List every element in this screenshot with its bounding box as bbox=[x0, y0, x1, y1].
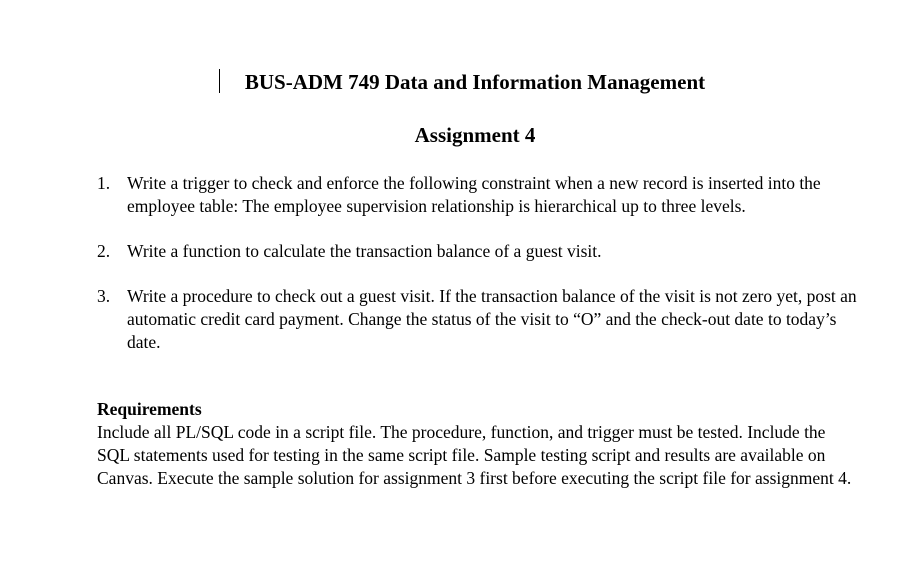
assignment-task-list bbox=[97, 172, 857, 376]
task-text-3: Write a procedure to check out a guest visit. If the transaction balance of the visit is not zero yet, post an automatic credit card payment. Change the status of the visit to “O” and the check-out date to today’s date. bbox=[127, 286, 857, 352]
task-item-3 bbox=[97, 285, 857, 354]
task-text-1: Write a trigger to check and enforce the following constraint when a new record is inserted into the employee table: The employee supervision relationship is hierarchical up to three levels. bbox=[127, 173, 821, 216]
task-number-1: 1. bbox=[97, 173, 111, 193]
requirements-section bbox=[97, 398, 857, 490]
requirements-heading: Requirements bbox=[97, 399, 202, 419]
task-item-1 bbox=[97, 172, 857, 218]
task-number-2: 2. bbox=[97, 241, 111, 261]
requirements-body: Include all PL/SQL code in a script file. The procedure, function, and trigger must be tested. Include the SQL statements used for testing in the same script file. Sample testing script and results are available on Canvas. Execute the sample solution for assignment 3 first before executing the script file for assignment 4. bbox=[97, 422, 852, 488]
document-title: BUS-ADM 749 Data and Information Management bbox=[244, 70, 706, 94]
task-text-2: Write a function to calculate the transaction balance of a guest visit. bbox=[127, 241, 602, 261]
task-number-3: 3. bbox=[97, 286, 111, 306]
task-item-2 bbox=[97, 240, 857, 263]
assignment-heading: Assignment 4 bbox=[414, 123, 536, 147]
